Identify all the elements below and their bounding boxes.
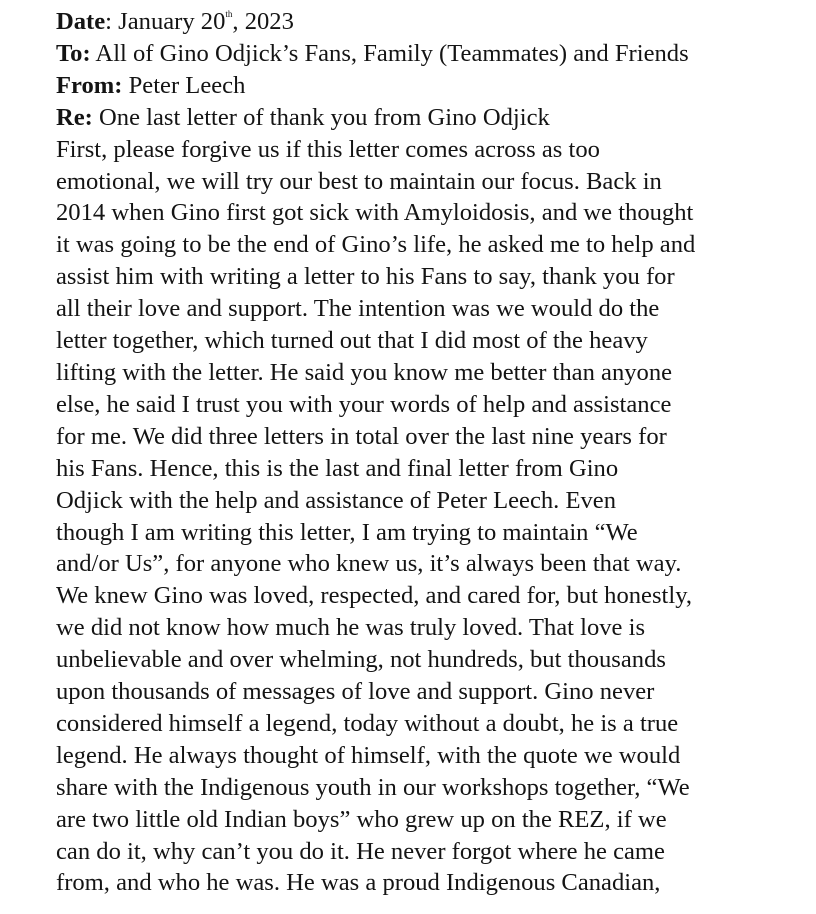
body-line: emotional, we will try our best to maintain our focus. Back in: [56, 167, 662, 195]
letter-body: [56, 134, 808, 900]
date-line: [56, 6, 808, 38]
date-label: Date: [56, 8, 106, 35]
re-line: [56, 102, 808, 134]
body-line: can do it, why can’t you do it. He never forgot where he came: [56, 837, 665, 865]
body-line: for me. We did three letters in total over the last nine years for: [56, 422, 667, 450]
date-year: , 2023: [232, 8, 294, 35]
letter-page: [56, 6, 808, 899]
to-label: To:: [56, 39, 91, 67]
re-value: One last letter of thank you from Gino Odjick: [92, 103, 550, 131]
body-line: his Fans. Hence, this is the last and final letter from Gino: [56, 454, 619, 482]
to-line: [56, 38, 808, 70]
body-line: 2014 when Gino first got sick with Amyloidosis, and we thought: [56, 199, 694, 227]
body-line: legend. He always thought of himself, with the quote we would: [56, 741, 681, 769]
from-label: From:: [56, 71, 123, 99]
body-line: letter together, which turned out that I did most of the heavy: [56, 327, 648, 355]
body-line: from, and who he was. He was a proud Indigenous Canadian,: [56, 869, 661, 897]
to-value: All of Gino Odjick’s Fans, Family (Teammates) and Friends: [90, 39, 689, 67]
body-line: it was going to be the end of Gino’s life, he asked me to help and: [56, 231, 696, 259]
body-line: upon thousands of messages of love and support. Gino never: [56, 678, 655, 706]
date-ordinal-suffix: th: [225, 9, 233, 19]
body-line: share with the Indigenous youth in our workshops together, “We: [56, 773, 690, 801]
body-line: and/or Us”, for anyone who knew us, it’s always been that way.: [56, 550, 682, 578]
body-line: Odjick with the help and assistance of Peter Leech. Even: [56, 486, 617, 514]
re-label: Re:: [56, 103, 93, 131]
body-line: all their love and support. The intention was we would do the: [56, 295, 660, 323]
body-line: assist him with writing a letter to his Fans to say, thank you for: [56, 263, 675, 291]
body-line: We knew Gino was loved, respected, and cared for, but honestly,: [56, 582, 693, 610]
from-line: [56, 70, 808, 102]
body-line: else, he said I trust you with your words of help and assistance: [56, 390, 672, 418]
date-separator: :: [105, 8, 113, 35]
body-line: lifting with the letter. He said you know me better than anyone: [56, 358, 673, 386]
from-value: Peter Leech: [122, 71, 246, 99]
date-value: January 20: [112, 8, 226, 35]
body-line: First, please forgive us if this letter comes across as too: [56, 135, 600, 163]
body-line: considered himself a legend, today without a doubt, he is a true: [56, 709, 679, 737]
body-line: we did not know how much he was truly loved. That love is: [56, 614, 646, 642]
body-line: unbelievable and over whelming, not hundreds, but thousands: [56, 646, 666, 674]
body-line: though I am writing this letter, I am trying to maintain “We: [56, 518, 638, 546]
body-line: are two little old Indian boys” who grew up on the REZ, if we: [56, 805, 667, 833]
